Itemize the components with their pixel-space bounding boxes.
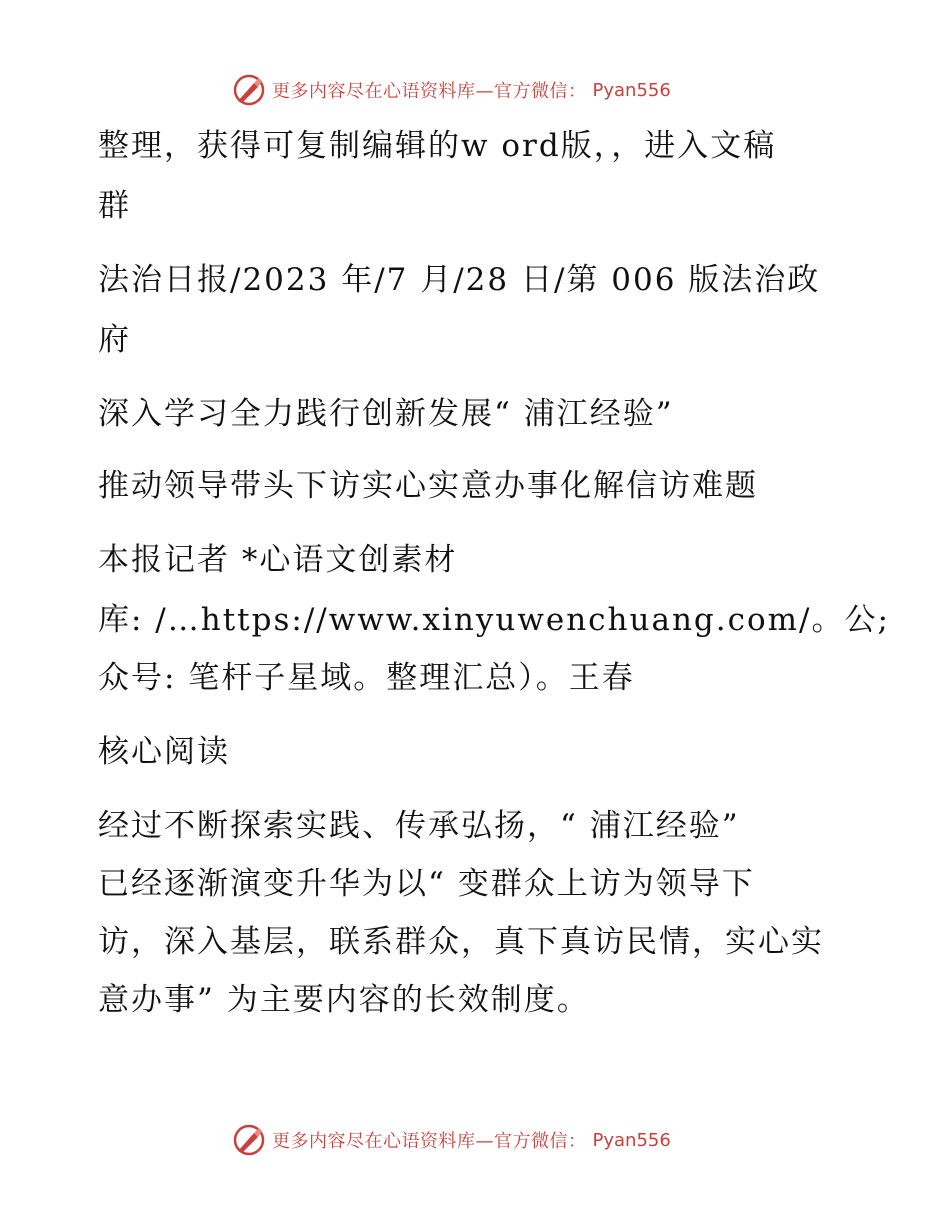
paragraph-line: 已经逐渐演变升华为以“ 变群众上访为领导下 — [98, 866, 755, 902]
article-subtitle: 推动领导带头下访实心实意办事化解信访难题 — [98, 468, 758, 504]
footer-watermark-banner — [232, 1122, 671, 1158]
banner-text: 更多内容尽在心语资料库—官方微信： — [272, 81, 587, 102]
banner-wechat-id: Pyan556 — [592, 79, 671, 101]
paragraph-line: 整理，获得可复制编辑的w ord版，，进入文稿 — [98, 128, 777, 164]
paragraph-line: 府 — [98, 322, 131, 358]
section-heading: 核心阅读 — [98, 734, 230, 770]
paragraph-line: 意办事” 为主要内容的长效制度。 — [98, 982, 590, 1018]
paragraph-line: 经过不断探索实践、传承弘扬，“ 浦江经验” — [98, 808, 740, 844]
paragraph-line: 众号: 笔杆子星域。整理汇总）。王春 — [98, 660, 635, 696]
paragraph-line: 库: /…https://www.xinyuwenchuang.com/。公; — [98, 602, 890, 638]
paragraph-line: 本报记者 *心语文创素材 — [98, 542, 458, 578]
paragraph-line: 访，深入基层，联系群众，真下真访民情，实心实 — [98, 924, 824, 960]
banner-wechat-id: Pyan556 — [592, 1129, 671, 1151]
paragraph-line: 法治日报/2023 年/7 月/28 日/第 006 版法治政 — [98, 262, 821, 298]
paragraph-line: 群 — [98, 188, 131, 224]
pen-logo-icon — [232, 1123, 266, 1157]
article-title: 深入学习全力践行创新发展“ 浦江经验” — [98, 396, 674, 432]
banner-text: 更多内容尽在心语资料库—官方微信： — [272, 1131, 587, 1152]
